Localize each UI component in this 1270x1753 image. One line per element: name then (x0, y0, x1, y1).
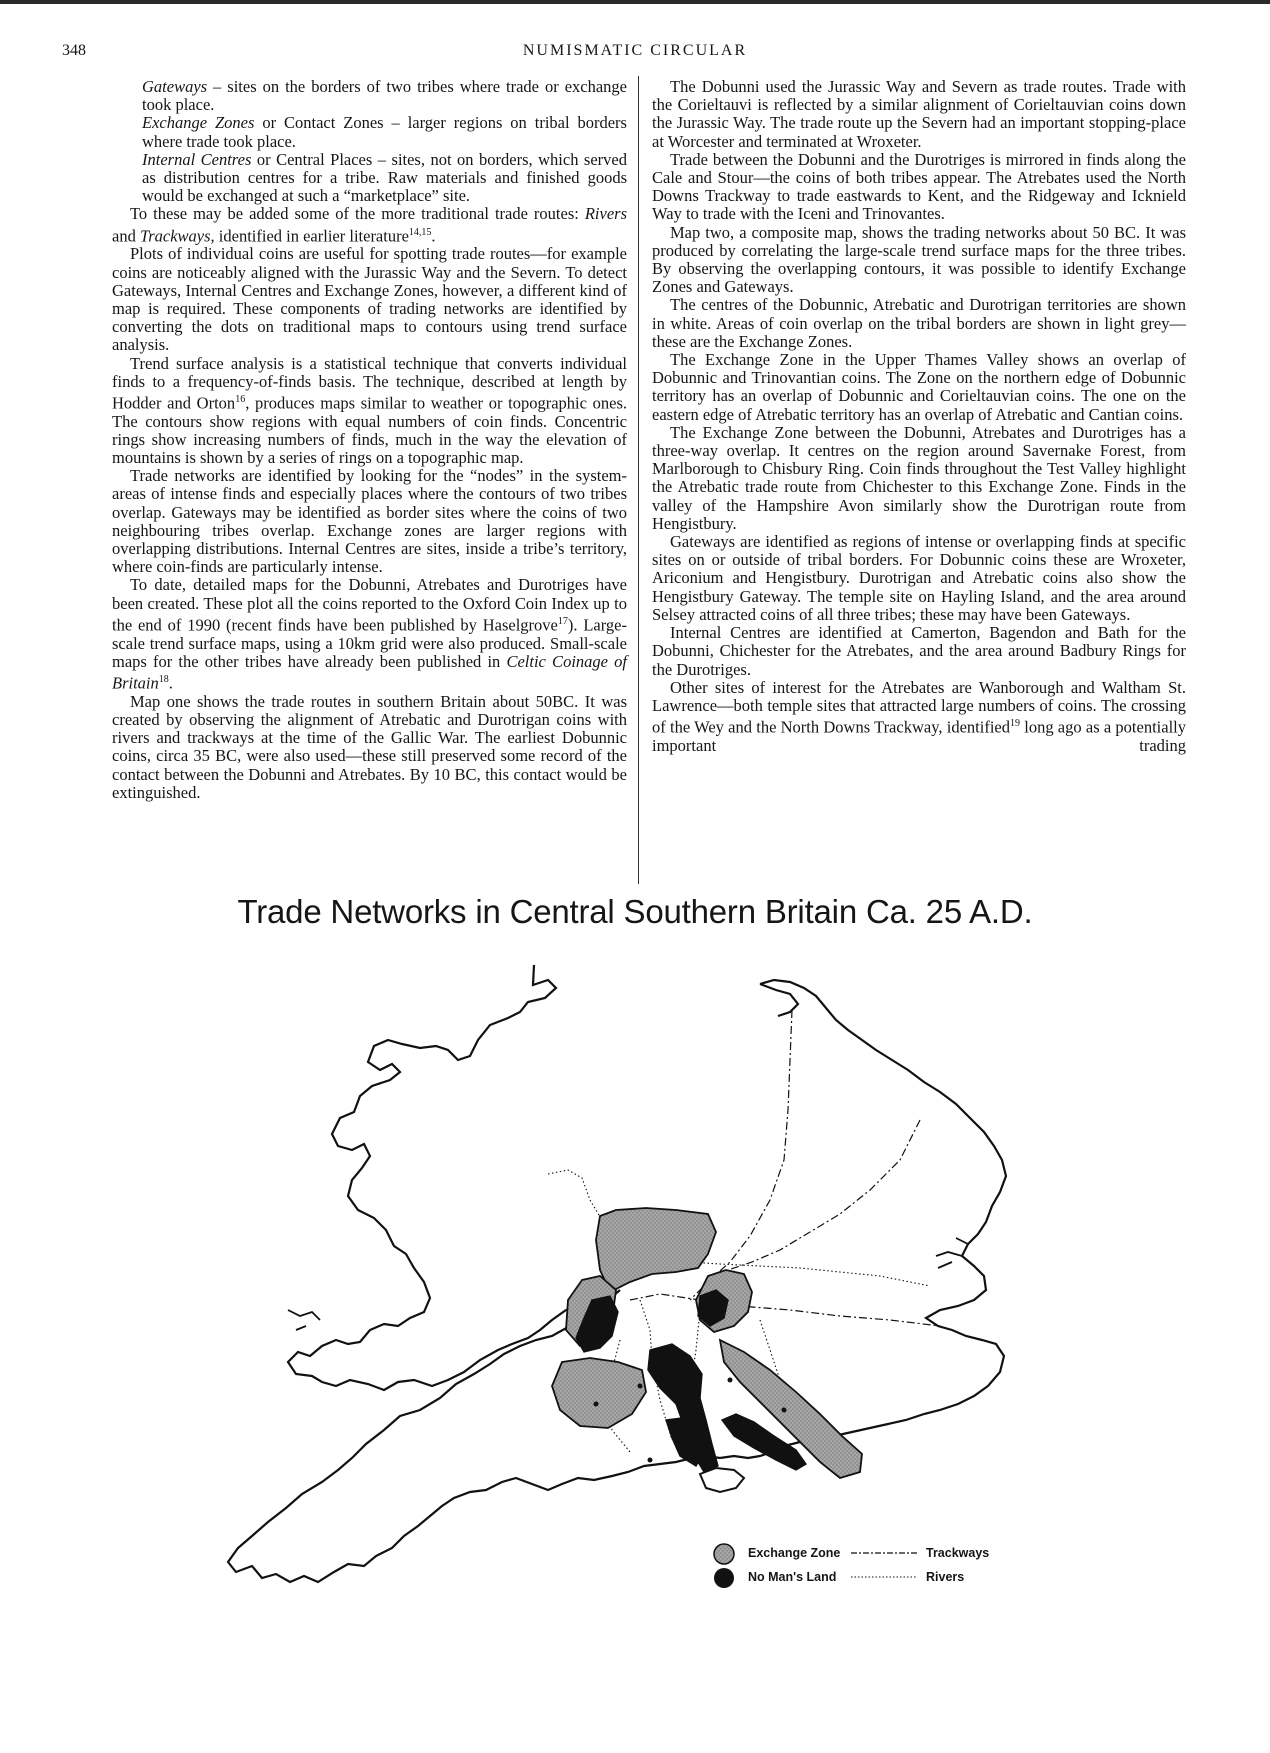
pembroke-inlet (288, 1310, 320, 1330)
paragraph: Other sites of interest for the Atrebates are Wanborough and Waltham St. Lawrence—both temple sites that attracted large numbers of coins. The crossing of the Wey and the North Downs Trackway, identified$^{19}$ long ago as a potentially important trading (652, 677, 1186, 755)
definition-exchange-zones: Exchange Zones or Contact Zones – larger regions on tribal borders where trade took place. (142, 113, 627, 151)
trade-network-map (0, 950, 1270, 1750)
wales-coastline (288, 965, 566, 1390)
figure-title: Trade Networks in Central Southern Britain Ca. 25 A.D. (237, 893, 1033, 930)
paragraph: Map two, a composite map, shows the trading networks about 50 BC. It was produced by correlating the large-scale trend surface maps for the three tribes. By observing the overlapping contours, it was possible to identify Exchange Zones and Gateways. (652, 222, 1186, 297)
legend-exchange-zone-swatch (714, 1544, 734, 1564)
paragraph: The Dobunni used the Jurassic Way and Severn as trade routes. Trade with the Corieltauvi is reflected by a similar alignment of Corieltauvian coins down the Jurassic Way. The trade route up the Severn had an important stopping-place at Worcester and terminated at Wroxeter. (652, 77, 1186, 151)
exchange-zone-southwest (552, 1358, 646, 1428)
legend-trackways-label: Trackways (926, 1546, 990, 1560)
legend-rivers-label: Rivers (926, 1570, 965, 1584)
trackways (630, 1010, 940, 1326)
footnote-ref: 19 (1009, 718, 1020, 730)
top-rule (0, 0, 1270, 4)
definition-gateways: Gateways – sites on the borders of two tribes where trade or exchange took place. (142, 77, 627, 115)
paragraph: Gateways are identified as regions of intense or overlapping finds at specific sites on or outside of tribal borders. For Dobunnic coins these are Wroxeter, Ariconium and Hengistbury. Durotrigan and Atrebatic coins also show the Hengistbury Gateway. The temple site on Hayling Island, and the area around Selsey attracted coins of all three tribes; these may have been Gateways. (652, 532, 1186, 624)
paragraph: The Exchange Zone in the Upper Thames Valley shows an overlap of Dobunnic and Trinovantian coins. The Zone on the northern edge of Dobunnic territory has an overlap of Dobunnic and Corieltauvian coins. The one on the eastern edge of Atrebatic territory has an overlap of Atrebatic and Cantian coins. (652, 350, 1186, 424)
southwest-peninsula-coastline (228, 1290, 720, 1582)
paragraph: The centres of the Dobunnic, Atrebatic and Durotrigan territories are shown in white. Areas of coin overlap on the tribal borders are shown in light grey—these are the Exchange Zones. (652, 295, 1186, 351)
exchange-zone-north (596, 1208, 716, 1292)
paragraph: Trend surface analysis is a statistical technique that converts individual finds to a frequency-of-finds basis. The technique, described at length by Hodder and Orton$^{16}$, produces maps similar to weather or topographic ones. The contours show regions with equal numbers of coin finds. Concentric rings show increasing numbers of finds, much in the way the elevation of mountains is shown by a series of rings on a topographic map. (112, 353, 627, 468)
footnote-ref: 16 (235, 393, 246, 405)
running-head: NUMISMATIC CIRCULAR (522, 42, 748, 59)
legend-exchange-zone-label: Exchange Zone (748, 1546, 841, 1560)
paragraph: Map one shows the trade routes in southern Britain about 50BC. It was created by observing the alignment of Atrebatic and Durotrigan coins with rivers and trackways at the time of the Gallic War. The earliest Dobunnic coins, circa 35 BC, were also used—these still preserved some record of the contact between the Dobunni and Atrebates. By 10 BC, this contact would be extinguished. (112, 691, 627, 802)
paragraph: Internal Centres are identified at Camerton, Bagendon and Bath for the Dobunni, Chichester for the Atrebates, and the area around Badbury Rings for the Durotriges. (652, 623, 1186, 679)
east-coastline (760, 980, 1006, 1386)
legend-no-mans-land-label: No Man's Land (748, 1570, 837, 1584)
column-rule (638, 76, 639, 884)
footnote-ref: 18 (158, 674, 169, 685)
paragraph: The Exchange Zone between the Dobunni, Atrebates and Durotriges has a three-way overlap. It centres on the region around Savernake Forest, from Marlborough to Chisbury Ring. Coin finds throughout the Test Valley highlight the Atrebatic trade route from Chichester to this Exchange Zone. Finds in the valley of the Hampshire Avon similarly show the Durotrigan route from Hengistbury. (652, 422, 1186, 533)
right-column (652, 78, 1186, 755)
paragraph: Trade between the Dobunni and the Durotriges is mirrored in finds along the Cale and Stour—the coins of both tribes appear. The Atrebates used the North Downs Trackway to trade eastwards to Kent, and the Ridgeway and Icknield Way to trade with the Iceni and Trinovantes. (652, 149, 1186, 224)
definition-internal-centres: Internal Centres or Central Places – sites, not on borders, which served as distribution centres for a tribe. Raw materials and finished goods would be exchanged at such a “marketplace” site. (142, 149, 627, 206)
left-column (112, 78, 627, 802)
paragraph: To these may be added some of the more traditional trade routes: Rivers and Trackways, identified in earlier literature$^{14,15}$. (112, 204, 627, 246)
footnote-ref: 14,15 (408, 226, 432, 238)
footnote-ref: 17 (557, 615, 568, 627)
paragraph: Trade networks are identified by looking for the “nodes” in the system-areas of intense finds and especially places where the contours of two tribes overlap. Gateways may be identified as border sites where the coins of two neighbouring tribes overlap. Exchange zones are larger regions with overlapping distributions. Internal Centres are sites, inside a tribe’s territory, where coin-finds are particularly intense. (112, 466, 627, 577)
paragraph: Plots of individual coins are useful for spotting trade routes—for example coins are noticeably aligned with the Jurassic Way and the Severn. To detect Gateways, Internal Centres and Exchange Zones, however, a different kind of map is required. These components of trading networks are identified by converting the dots on traditional maps to contours using trend surface analysis. (112, 244, 627, 355)
page-number: 348 (62, 42, 86, 59)
paragraph: To date, detailed maps for the Dobunni, Atrebates and Durotriges have been created. These plot all the coins reported to the Oxford Coin Index up to the end of 1990 (recent finds have been published by Haselgrove$^{17}$). Large-scale trend surface maps, using a 10km grid were also produced. Small-scale maps for the other tribes have already been published in Celtic Coinage of Britain$^{18}$. (112, 575, 627, 693)
legend-no-mans-land-swatch (714, 1568, 734, 1588)
